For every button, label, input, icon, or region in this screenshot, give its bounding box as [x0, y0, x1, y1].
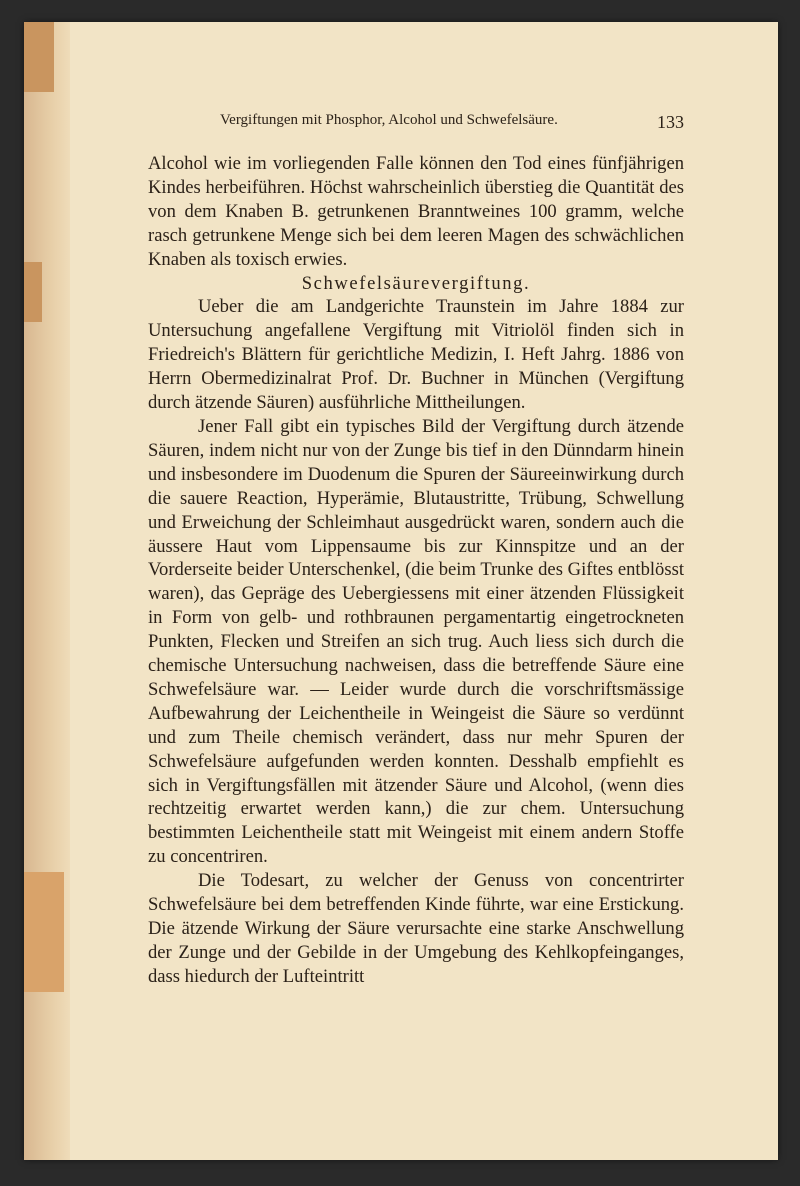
- running-title: Vergiftungen mit Phosphor, Alcohol und Schwefelsäure.: [220, 112, 558, 128]
- torn-edge: [24, 22, 54, 92]
- paragraph: Ueber die am Landgerichte Traunstein im Jahre 1884 zur Untersuchung angefallene Vergiftung mit Vitriolöl finden sich in Friedreich's Blättern für gerichtliche Medizin, I. Heft Jahrg. 1886 von Herrn Obermedizinalrat Prof. Dr. Buchner in München (Vergiftung durch ätzende Säuren) ausführliche Mittheilungen.: [148, 296, 684, 414]
- torn-edge: [24, 262, 42, 322]
- running-header: [220, 112, 684, 133]
- paragraph: Alcohol wie im vorliegenden Falle können den Tod eines fünfjährigen Kindes herbeiführen. Höchst wahrscheinlich überstieg die Quantität des von dem Knaben B. getrunkenen Branntweines 100 gramm, welche rasch getrunkene Menge sich bei dem leeren Magen des schwächlichen Knaben als toxisch erwies.: [148, 153, 684, 270]
- section-heading: Schwefelsäurevergiftung.: [301, 272, 531, 294]
- page-number: 133: [657, 112, 684, 132]
- page-body: [148, 152, 684, 989]
- paragraph: Die Todesart, zu welcher der Genuss von concentrirter Schwefelsäure bei dem betreffenden Kinde führte, war eine Erstickung. Die ätzende Wirkung der Säure verursachte eine starke Anschwellung der Zunge und der Gebilde in der Umgebung des Kehlkopfeinganges, dass hiedurch der Lufteintritt: [148, 870, 684, 987]
- paragraph: Jener Fall gibt ein typisches Bild der Vergiftung durch ätzende Säuren, indem nicht nur von der Zunge bis tief in den Dünndarm hinein und insbesondere im Duodenum die Spuren der Säureeinwirkung durch die sauere Reaction, Hyperämie, Blutaustritte, Trübung, Schwellung und Erweichung der Schleimhaut ausgedrückt waren, sondern auch die äussere Haut vom Lippensaume bis zur Kinnspitze und an der Vorderseite beider Unterschenkel, (die beim Trunke des Giftes entblösst waren), das Gepräge des Uebergiessens mit einer ätzenden Flüssigkeit in Form von gelb- und rothbraunen pergamentartig eingetrockneten Punkten, Flecken und Streifen an sich trug. Auch liess sich durch die chemische Untersuchung nachweisen, dass die betreffende Säure eine Schwefelsäure war. — Leider wurde durch die vorschriftsmässige Aufbewahrung der Leichentheile in Weingeist die Säure so verdünnt und zum Theile chemisch verändert, dass nur mehr Spuren der Schwefelsäure aufgefunden werden konnten. Desshalb empfiehlt es sich in Vergiftungsfällen mit ätzender Säure und Alcohol, (wenn dies rechtzeitig erwartet werden kann,) die zur chem. Untersuchung bestimmten Leichentheile statt mit Weingeist mit einem andern Stoffe zu concentriren.: [148, 415, 684, 868]
- torn-edge: [24, 872, 64, 992]
